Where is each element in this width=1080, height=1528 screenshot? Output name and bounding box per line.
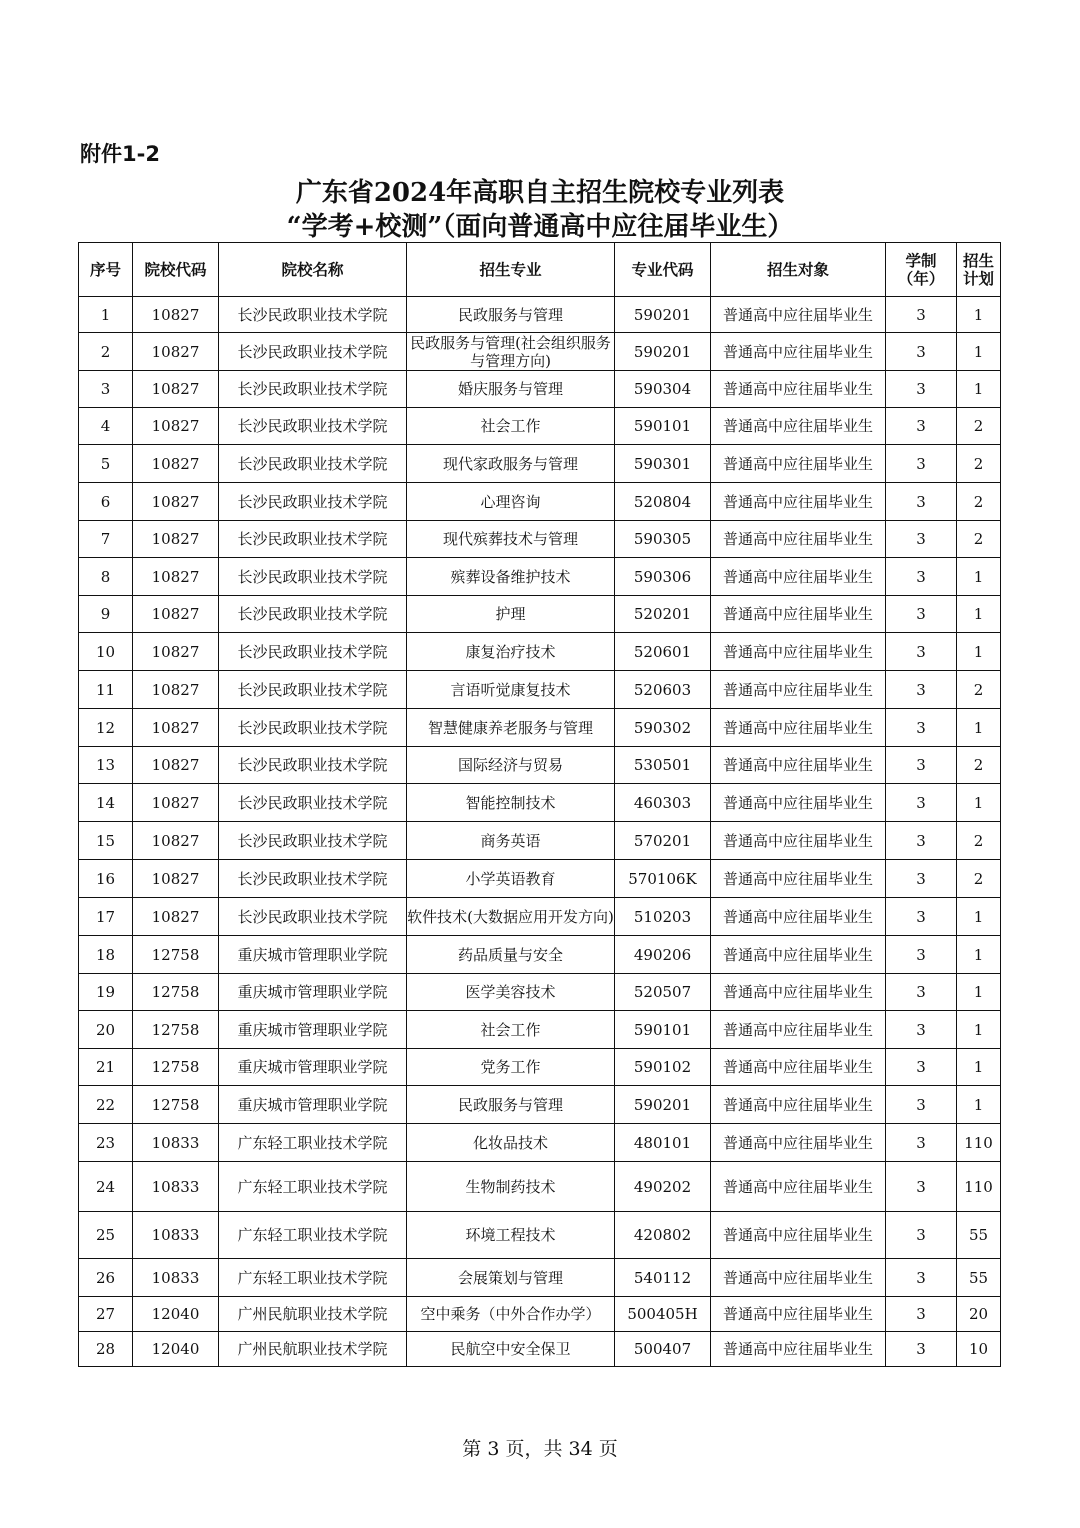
cell-duration: 3: [886, 596, 957, 633]
cell-seq: 23: [79, 1124, 133, 1162]
cell-school-code: 10827: [133, 860, 219, 898]
header-school-code: 院校代码: [133, 243, 219, 297]
cell-plan: 2: [957, 445, 1001, 483]
cell-plan: 1: [957, 1049, 1001, 1086]
cell-target: 普通高中应往届毕业生: [711, 1086, 886, 1124]
cell-duration: 3: [886, 408, 957, 445]
cell-duration: 3: [886, 1162, 957, 1212]
cell-major: 民航空中安全保卫: [407, 1332, 615, 1367]
cell-school-code: 12758: [133, 1086, 219, 1124]
cell-seq: 1: [79, 297, 133, 333]
cell-plan: 1: [957, 371, 1001, 408]
cell-major-code: 520603: [615, 671, 711, 709]
cell-duration: 3: [886, 709, 957, 747]
cell-major: 智能控制技术: [407, 784, 615, 822]
cell-major-code: 520804: [615, 483, 711, 521]
cell-target: 普通高中应往届毕业生: [711, 1259, 886, 1297]
cell-school-name: 长沙民政职业技术学院: [219, 709, 407, 747]
cell-seq: 15: [79, 822, 133, 860]
cell-plan: 2: [957, 521, 1001, 558]
cell-major-code: 570201: [615, 822, 711, 860]
cell-seq: 11: [79, 671, 133, 709]
cell-seq: 13: [79, 747, 133, 784]
cell-duration: 3: [886, 1049, 957, 1086]
cell-plan: 1: [957, 898, 1001, 936]
cell-school-name: 长沙民政职业技术学院: [219, 297, 407, 333]
cell-duration: 3: [886, 1297, 957, 1332]
cell-seq: 26: [79, 1259, 133, 1297]
cell-major-code: 590304: [615, 371, 711, 408]
cell-major: 婚庆服务与管理: [407, 371, 615, 408]
cell-plan: 1: [957, 1086, 1001, 1124]
cell-plan: 2: [957, 860, 1001, 898]
cell-seq: 4: [79, 408, 133, 445]
cell-target: 普通高中应往届毕业生: [711, 671, 886, 709]
table-row: [79, 333, 1001, 371]
cell-plan: 2: [957, 747, 1001, 784]
cell-seq: 21: [79, 1049, 133, 1086]
cell-school-code: 10827: [133, 822, 219, 860]
cell-major: 护理: [407, 596, 615, 633]
cell-duration: 3: [886, 483, 957, 521]
cell-major: 空中乘务（中外合作办学）: [407, 1297, 615, 1332]
cell-duration: 3: [886, 445, 957, 483]
cell-major-code: 590302: [615, 709, 711, 747]
cell-target: 普通高中应往届毕业生: [711, 596, 886, 633]
cell-school-code: 10827: [133, 558, 219, 596]
cell-major-code: 500407: [615, 1332, 711, 1367]
cell-school-code: 10827: [133, 784, 219, 822]
cell-seq: 16: [79, 860, 133, 898]
cell-school-code: 10827: [133, 371, 219, 408]
cell-school-code: 10827: [133, 596, 219, 633]
cell-plan: 110: [957, 1124, 1001, 1162]
cell-school-name: 重庆城市管理职业学院: [219, 1049, 407, 1086]
cell-major-code: 590305: [615, 521, 711, 558]
cell-school-name: 广东轻工职业技术学院: [219, 1259, 407, 1297]
cell-school-code: 10833: [133, 1259, 219, 1297]
table-row: [79, 596, 1001, 633]
cell-plan: 1: [957, 596, 1001, 633]
cell-major: 党务工作: [407, 1049, 615, 1086]
cell-target: 普通高中应往届毕业生: [711, 408, 886, 445]
cell-major: 商务英语: [407, 822, 615, 860]
cell-plan: 55: [957, 1259, 1001, 1297]
cell-major-code: 480101: [615, 1124, 711, 1162]
cell-school-name: 长沙民政职业技术学院: [219, 596, 407, 633]
cell-major-code: 510203: [615, 898, 711, 936]
cell-duration: 3: [886, 747, 957, 784]
cell-target: 普通高中应往届毕业生: [711, 521, 886, 558]
cell-school-name: 长沙民政职业技术学院: [219, 860, 407, 898]
cell-target: 普通高中应往届毕业生: [711, 1212, 886, 1259]
page-footer: 第 3 页，共 34 页: [462, 1438, 618, 1460]
cell-duration: 3: [886, 822, 957, 860]
cell-major-code: 500405H: [615, 1297, 711, 1332]
cell-school-name: 长沙民政职业技术学院: [219, 333, 407, 371]
cell-school-code: 10827: [133, 445, 219, 483]
header-plan-line2: 计划: [962, 269, 994, 288]
cell-duration: 3: [886, 333, 957, 371]
cell-plan: 20: [957, 1297, 1001, 1332]
cell-school-code: 12758: [133, 974, 219, 1011]
cell-seq: 12: [79, 709, 133, 747]
cell-duration: 3: [886, 898, 957, 936]
cell-major: 殡葬设备维护技术: [407, 558, 615, 596]
cell-target: 普通高中应往届毕业生: [711, 1049, 886, 1086]
table-row: [79, 1162, 1001, 1212]
cell-seq: 28: [79, 1332, 133, 1367]
header-major-code: 专业代码: [615, 243, 711, 297]
cell-target: 普通高中应往届毕业生: [711, 371, 886, 408]
cell-target: 普通高中应往届毕业生: [711, 1124, 886, 1162]
cell-school-code: 10833: [133, 1212, 219, 1259]
cell-target: 普通高中应往届毕业生: [711, 1297, 886, 1332]
cell-school-name: 长沙民政职业技术学院: [219, 521, 407, 558]
enrollment-table: [78, 242, 1001, 1367]
cell-school-name: 长沙民政职业技术学院: [219, 784, 407, 822]
header-seq: 序号: [79, 243, 133, 297]
cell-school-code: 10827: [133, 709, 219, 747]
cell-major: 现代家政服务与管理: [407, 445, 615, 483]
table-row: [79, 521, 1001, 558]
cell-seq: 3: [79, 371, 133, 408]
attachment-label: 附件1-2: [80, 142, 160, 166]
table-row: [79, 671, 1001, 709]
cell-seq: 6: [79, 483, 133, 521]
table-row: [79, 860, 1001, 898]
cell-major: 康复治疗技术: [407, 633, 615, 671]
cell-target: 普通高中应往届毕业生: [711, 784, 886, 822]
cell-duration: 3: [886, 1259, 957, 1297]
cell-duration: 3: [886, 860, 957, 898]
table-row: [79, 558, 1001, 596]
header-duration: [886, 243, 957, 297]
table-row: [79, 633, 1001, 671]
cell-plan: 1: [957, 633, 1001, 671]
table-row: [79, 1297, 1001, 1332]
cell-target: 普通高中应往届毕业生: [711, 747, 886, 784]
cell-major: 化妆品技术: [407, 1124, 615, 1162]
cell-major: 软件技术(大数据应用开发方向): [407, 898, 615, 936]
cell-major-code: 590301: [615, 445, 711, 483]
cell-school-code: 10827: [133, 633, 219, 671]
cell-target: 普通高中应往届毕业生: [711, 1162, 886, 1212]
cell-duration: 3: [886, 297, 957, 333]
cell-seq: 25: [79, 1212, 133, 1259]
table-row: [79, 936, 1001, 974]
table-row: [79, 974, 1001, 1011]
cell-major-code: 590306: [615, 558, 711, 596]
cell-major-code: 490206: [615, 936, 711, 974]
cell-major: 环境工程技术: [407, 1212, 615, 1259]
cell-major: 医学美容技术: [407, 974, 615, 1011]
cell-seq: 17: [79, 898, 133, 936]
table-row: [79, 1049, 1001, 1086]
cell-duration: 3: [886, 784, 957, 822]
cell-plan: 2: [957, 822, 1001, 860]
cell-school-code: 10827: [133, 747, 219, 784]
cell-target: 普通高中应往届毕业生: [711, 633, 886, 671]
cell-plan: 2: [957, 671, 1001, 709]
cell-major-code: 520601: [615, 633, 711, 671]
table-row: [79, 408, 1001, 445]
cell-major-code: 590201: [615, 333, 711, 371]
cell-school-name: 长沙民政职业技术学院: [219, 822, 407, 860]
cell-duration: 3: [886, 671, 957, 709]
cell-seq: 24: [79, 1162, 133, 1212]
cell-seq: 5: [79, 445, 133, 483]
cell-school-code: 10827: [133, 898, 219, 936]
cell-duration: 3: [886, 1086, 957, 1124]
cell-school-name: 重庆城市管理职业学院: [219, 936, 407, 974]
cell-plan: 1: [957, 333, 1001, 371]
cell-plan: 110: [957, 1162, 1001, 1212]
cell-major-code: 530501: [615, 747, 711, 784]
cell-school-name: 重庆城市管理职业学院: [219, 974, 407, 1011]
cell-duration: 3: [886, 1011, 957, 1049]
cell-major: 社会工作: [407, 408, 615, 445]
cell-plan: 1: [957, 784, 1001, 822]
cell-school-name: 长沙民政职业技术学院: [219, 445, 407, 483]
cell-major: 民政服务与管理: [407, 297, 615, 333]
cell-duration: 3: [886, 1332, 957, 1367]
cell-major: 智慧健康养老服务与管理: [407, 709, 615, 747]
cell-major-code: 590201: [615, 1086, 711, 1124]
cell-major-code: 590102: [615, 1049, 711, 1086]
cell-target: 普通高中应往届毕业生: [711, 483, 886, 521]
cell-school-code: 12758: [133, 1049, 219, 1086]
cell-major: 言语听觉康复技术: [407, 671, 615, 709]
cell-plan: 2: [957, 483, 1001, 521]
table-row: [79, 898, 1001, 936]
table-header-row: [79, 243, 1001, 297]
table-row: [79, 297, 1001, 333]
cell-seq: 22: [79, 1086, 133, 1124]
cell-major-code: 520201: [615, 596, 711, 633]
table-row: [79, 1259, 1001, 1297]
cell-duration: 3: [886, 371, 957, 408]
header-plan-line1: 招生: [962, 251, 994, 270]
cell-school-name: 长沙民政职业技术学院: [219, 633, 407, 671]
cell-plan: 1: [957, 558, 1001, 596]
cell-major-code: 570106K: [615, 860, 711, 898]
cell-school-name: 长沙民政职业技术学院: [219, 558, 407, 596]
cell-school-code: 10827: [133, 408, 219, 445]
cell-school-code: 10827: [133, 333, 219, 371]
document-subtitle: “学考+校测”（面向普通高中应往届毕业生）: [286, 212, 794, 242]
table-row: [79, 822, 1001, 860]
cell-target: 普通高中应往届毕业生: [711, 1332, 886, 1367]
cell-duration: 3: [886, 936, 957, 974]
cell-seq: 20: [79, 1011, 133, 1049]
cell-duration: 3: [886, 1212, 957, 1259]
cell-seq: 2: [79, 333, 133, 371]
table-row: [79, 1212, 1001, 1259]
table-row: [79, 371, 1001, 408]
cell-major: 小学英语教育: [407, 860, 615, 898]
table-row: [79, 747, 1001, 784]
cell-school-code: 10833: [133, 1124, 219, 1162]
cell-school-name: 长沙民政职业技术学院: [219, 408, 407, 445]
cell-plan: 1: [957, 936, 1001, 974]
cell-plan: 1: [957, 297, 1001, 333]
table-row: [79, 483, 1001, 521]
cell-major: 会展策划与管理: [407, 1259, 615, 1297]
cell-school-name: 广东轻工职业技术学院: [219, 1124, 407, 1162]
cell-plan: 10: [957, 1332, 1001, 1367]
cell-target: 普通高中应往届毕业生: [711, 822, 886, 860]
cell-seq: 19: [79, 974, 133, 1011]
cell-plan: 1: [957, 974, 1001, 1011]
cell-major-code: 420802: [615, 1212, 711, 1259]
cell-school-code: 12040: [133, 1297, 219, 1332]
cell-target: 普通高中应往届毕业生: [711, 1011, 886, 1049]
header-school-name: 院校名称: [219, 243, 407, 297]
cell-target: 普通高中应往届毕业生: [711, 558, 886, 596]
cell-school-name: 广东轻工职业技术学院: [219, 1162, 407, 1212]
cell-target: 普通高中应往届毕业生: [711, 898, 886, 936]
cell-major-code: 590201: [615, 297, 711, 333]
cell-major-code: 590101: [615, 1011, 711, 1049]
header-plan: [957, 243, 1001, 297]
cell-seq: 9: [79, 596, 133, 633]
cell-major: 药品质量与安全: [407, 936, 615, 974]
cell-major: 心理咨询: [407, 483, 615, 521]
cell-school-code: 10827: [133, 297, 219, 333]
cell-seq: 10: [79, 633, 133, 671]
cell-plan: 55: [957, 1212, 1001, 1259]
cell-school-name: 广州民航职业技术学院: [219, 1332, 407, 1367]
cell-school-name: 长沙民政职业技术学院: [219, 747, 407, 784]
table-row: [79, 1011, 1001, 1049]
table-row: [79, 445, 1001, 483]
table-row: [79, 709, 1001, 747]
cell-school-name: 长沙民政职业技术学院: [219, 483, 407, 521]
cell-school-code: 12758: [133, 936, 219, 974]
cell-school-name: 重庆城市管理职业学院: [219, 1086, 407, 1124]
cell-target: 普通高中应往届毕业生: [711, 936, 886, 974]
cell-major: 社会工作: [407, 1011, 615, 1049]
cell-major-code: 520507: [615, 974, 711, 1011]
cell-seq: 8: [79, 558, 133, 596]
cell-school-name: 长沙民政职业技术学院: [219, 671, 407, 709]
table-row: [79, 1124, 1001, 1162]
cell-duration: 3: [886, 974, 957, 1011]
cell-plan: 1: [957, 1011, 1001, 1049]
document-title: 广东省2024年高职自主招生院校专业列表: [295, 178, 785, 208]
cell-school-name: 长沙民政职业技术学院: [219, 371, 407, 408]
cell-school-name: 广州民航职业技术学院: [219, 1297, 407, 1332]
cell-seq: 27: [79, 1297, 133, 1332]
cell-school-name: 长沙民政职业技术学院: [219, 898, 407, 936]
cell-target: 普通高中应往届毕业生: [711, 445, 886, 483]
header-target: 招生对象: [711, 243, 886, 297]
table-row: [79, 1332, 1001, 1367]
cell-plan: 2: [957, 408, 1001, 445]
header-duration-line2: （年）: [897, 269, 945, 288]
cell-major: 现代殡葬技术与管理: [407, 521, 615, 558]
cell-target: 普通高中应往届毕业生: [711, 974, 886, 1011]
cell-major-code: 540112: [615, 1259, 711, 1297]
cell-major-code: 490202: [615, 1162, 711, 1212]
cell-seq: 7: [79, 521, 133, 558]
cell-target: 普通高中应往届毕业生: [711, 333, 886, 371]
header-major: 招生专业: [407, 243, 615, 297]
table-row: [79, 784, 1001, 822]
cell-school-code: 10827: [133, 483, 219, 521]
cell-major-code: 460303: [615, 784, 711, 822]
cell-school-code: 10827: [133, 521, 219, 558]
cell-target: 普通高中应往届毕业生: [711, 860, 886, 898]
cell-seq: 14: [79, 784, 133, 822]
cell-school-name: 重庆城市管理职业学院: [219, 1011, 407, 1049]
cell-school-code: 10833: [133, 1162, 219, 1212]
cell-duration: 3: [886, 1124, 957, 1162]
cell-school-code: 12758: [133, 1011, 219, 1049]
cell-duration: 3: [886, 558, 957, 596]
table-body: [79, 297, 1001, 1367]
cell-school-code: 10827: [133, 671, 219, 709]
cell-plan: 1: [957, 709, 1001, 747]
cell-major: 国际经济与贸易: [407, 747, 615, 784]
cell-seq: 18: [79, 936, 133, 974]
cell-duration: 3: [886, 633, 957, 671]
cell-duration: 3: [886, 521, 957, 558]
cell-target: 普通高中应往届毕业生: [711, 297, 886, 333]
cell-major: 民政服务与管理: [407, 1086, 615, 1124]
cell-major-code: 590101: [615, 408, 711, 445]
cell-school-name: 广东轻工职业技术学院: [219, 1212, 407, 1259]
cell-target: 普通高中应往届毕业生: [711, 709, 886, 747]
header-duration-line1: 学制: [905, 251, 937, 270]
cell-major: 生物制药技术: [407, 1162, 615, 1212]
table-row: [79, 1086, 1001, 1124]
cell-major: 民政服务与管理(社会组织服务与管理方向): [407, 333, 615, 371]
cell-school-code: 12040: [133, 1332, 219, 1367]
